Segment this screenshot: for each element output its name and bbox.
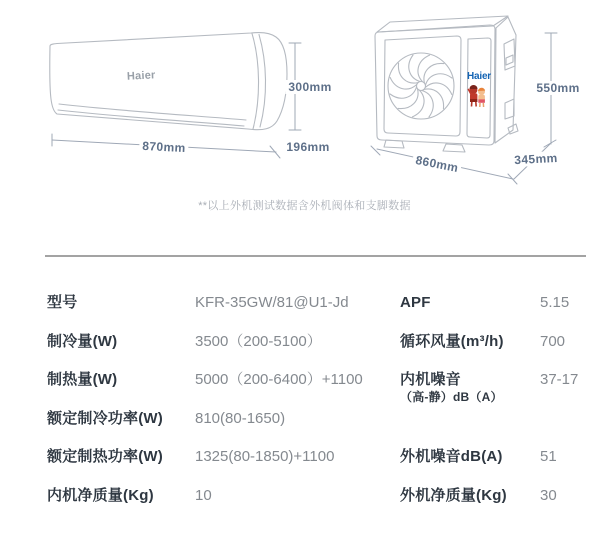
- spec-table-row: [47, 332, 595, 371]
- spec-label-right-main: APF: [400, 294, 431, 311]
- spec-label-right-main: 内机噪音: [400, 371, 461, 388]
- dim-indoor-height-label: 300mm: [285, 80, 334, 94]
- haier-logo-outdoor: Haier: [466, 71, 491, 82]
- spec-label-left: 型号: [47, 294, 78, 311]
- spec-label-left: 额定制热功率(W): [47, 448, 163, 465]
- spec-label-left: 额定制冷功率(W): [47, 409, 163, 427]
- outdoor-unit-drawing: [375, 16, 518, 152]
- spec-label-right-sub: （高-静）dB（A）: [400, 390, 503, 404]
- spec-table-row: [47, 447, 595, 486]
- product-line-art: [0, 0, 609, 220]
- spec-table-row: [47, 370, 595, 409]
- dim-outdoor-depth-label: 345mm: [511, 151, 561, 168]
- spec-value-left: 1325(80-1850)+1100: [195, 448, 335, 465]
- measurement-note: **以上外机测试数据含外机阀体和支脚数据: [198, 200, 411, 212]
- spec-table-row: [47, 409, 595, 448]
- spec-value-right: 5.15: [540, 294, 570, 311]
- spec-value-right: 37-17: [540, 371, 579, 388]
- spec-table: [47, 293, 595, 524]
- dimension-lines: [52, 33, 557, 184]
- dim-indoor-width-label: 870mm: [139, 139, 189, 156]
- spec-label-right-main: 外机净质量(Kg): [400, 486, 507, 504]
- fan-icon: [388, 53, 454, 119]
- spec-value-right: 700: [540, 332, 566, 350]
- spec-label-right: [400, 293, 540, 313]
- dim-outdoor-width-label: 860mm: [411, 152, 462, 175]
- spec-value-left: KFR-35GW/81@U1-Jd: [195, 294, 349, 311]
- spec-value-right: 51: [540, 448, 557, 465]
- dim-outdoor-height-label: 550mm: [533, 81, 582, 95]
- spec-value-left: 5000（200-6400）+1100: [195, 371, 363, 388]
- haier-mascot-icon: [469, 85, 486, 107]
- spec-label-right: [400, 486, 540, 506]
- spec-value-left: 3500（200-5100）: [195, 332, 322, 350]
- spec-value-right: 30: [540, 486, 557, 504]
- spec-value-left: 810(80-1650): [195, 409, 286, 427]
- indoor-unit-drawing: [50, 33, 287, 130]
- spec-label-right: [400, 332, 540, 352]
- spec-value-left: 10: [195, 486, 212, 504]
- section-divider: [45, 255, 586, 257]
- spec-label-right-main: 外机噪音dB(A): [400, 448, 503, 465]
- spec-label-right: [400, 447, 540, 467]
- spec-label-left: 制冷量(W): [47, 332, 118, 350]
- spec-label-right: [400, 370, 540, 404]
- spec-label-left: 内机净质量(Kg): [47, 486, 154, 504]
- haier-logo-indoor: Haier: [126, 69, 156, 83]
- dim-indoor-depth-label: 196mm: [283, 140, 332, 154]
- spec-label-right-main: 循环风量(m³/h): [400, 332, 504, 350]
- spec-table-row: [47, 293, 595, 332]
- spec-table-row: [47, 486, 595, 525]
- spec-label-left: 制热量(W): [47, 371, 118, 388]
